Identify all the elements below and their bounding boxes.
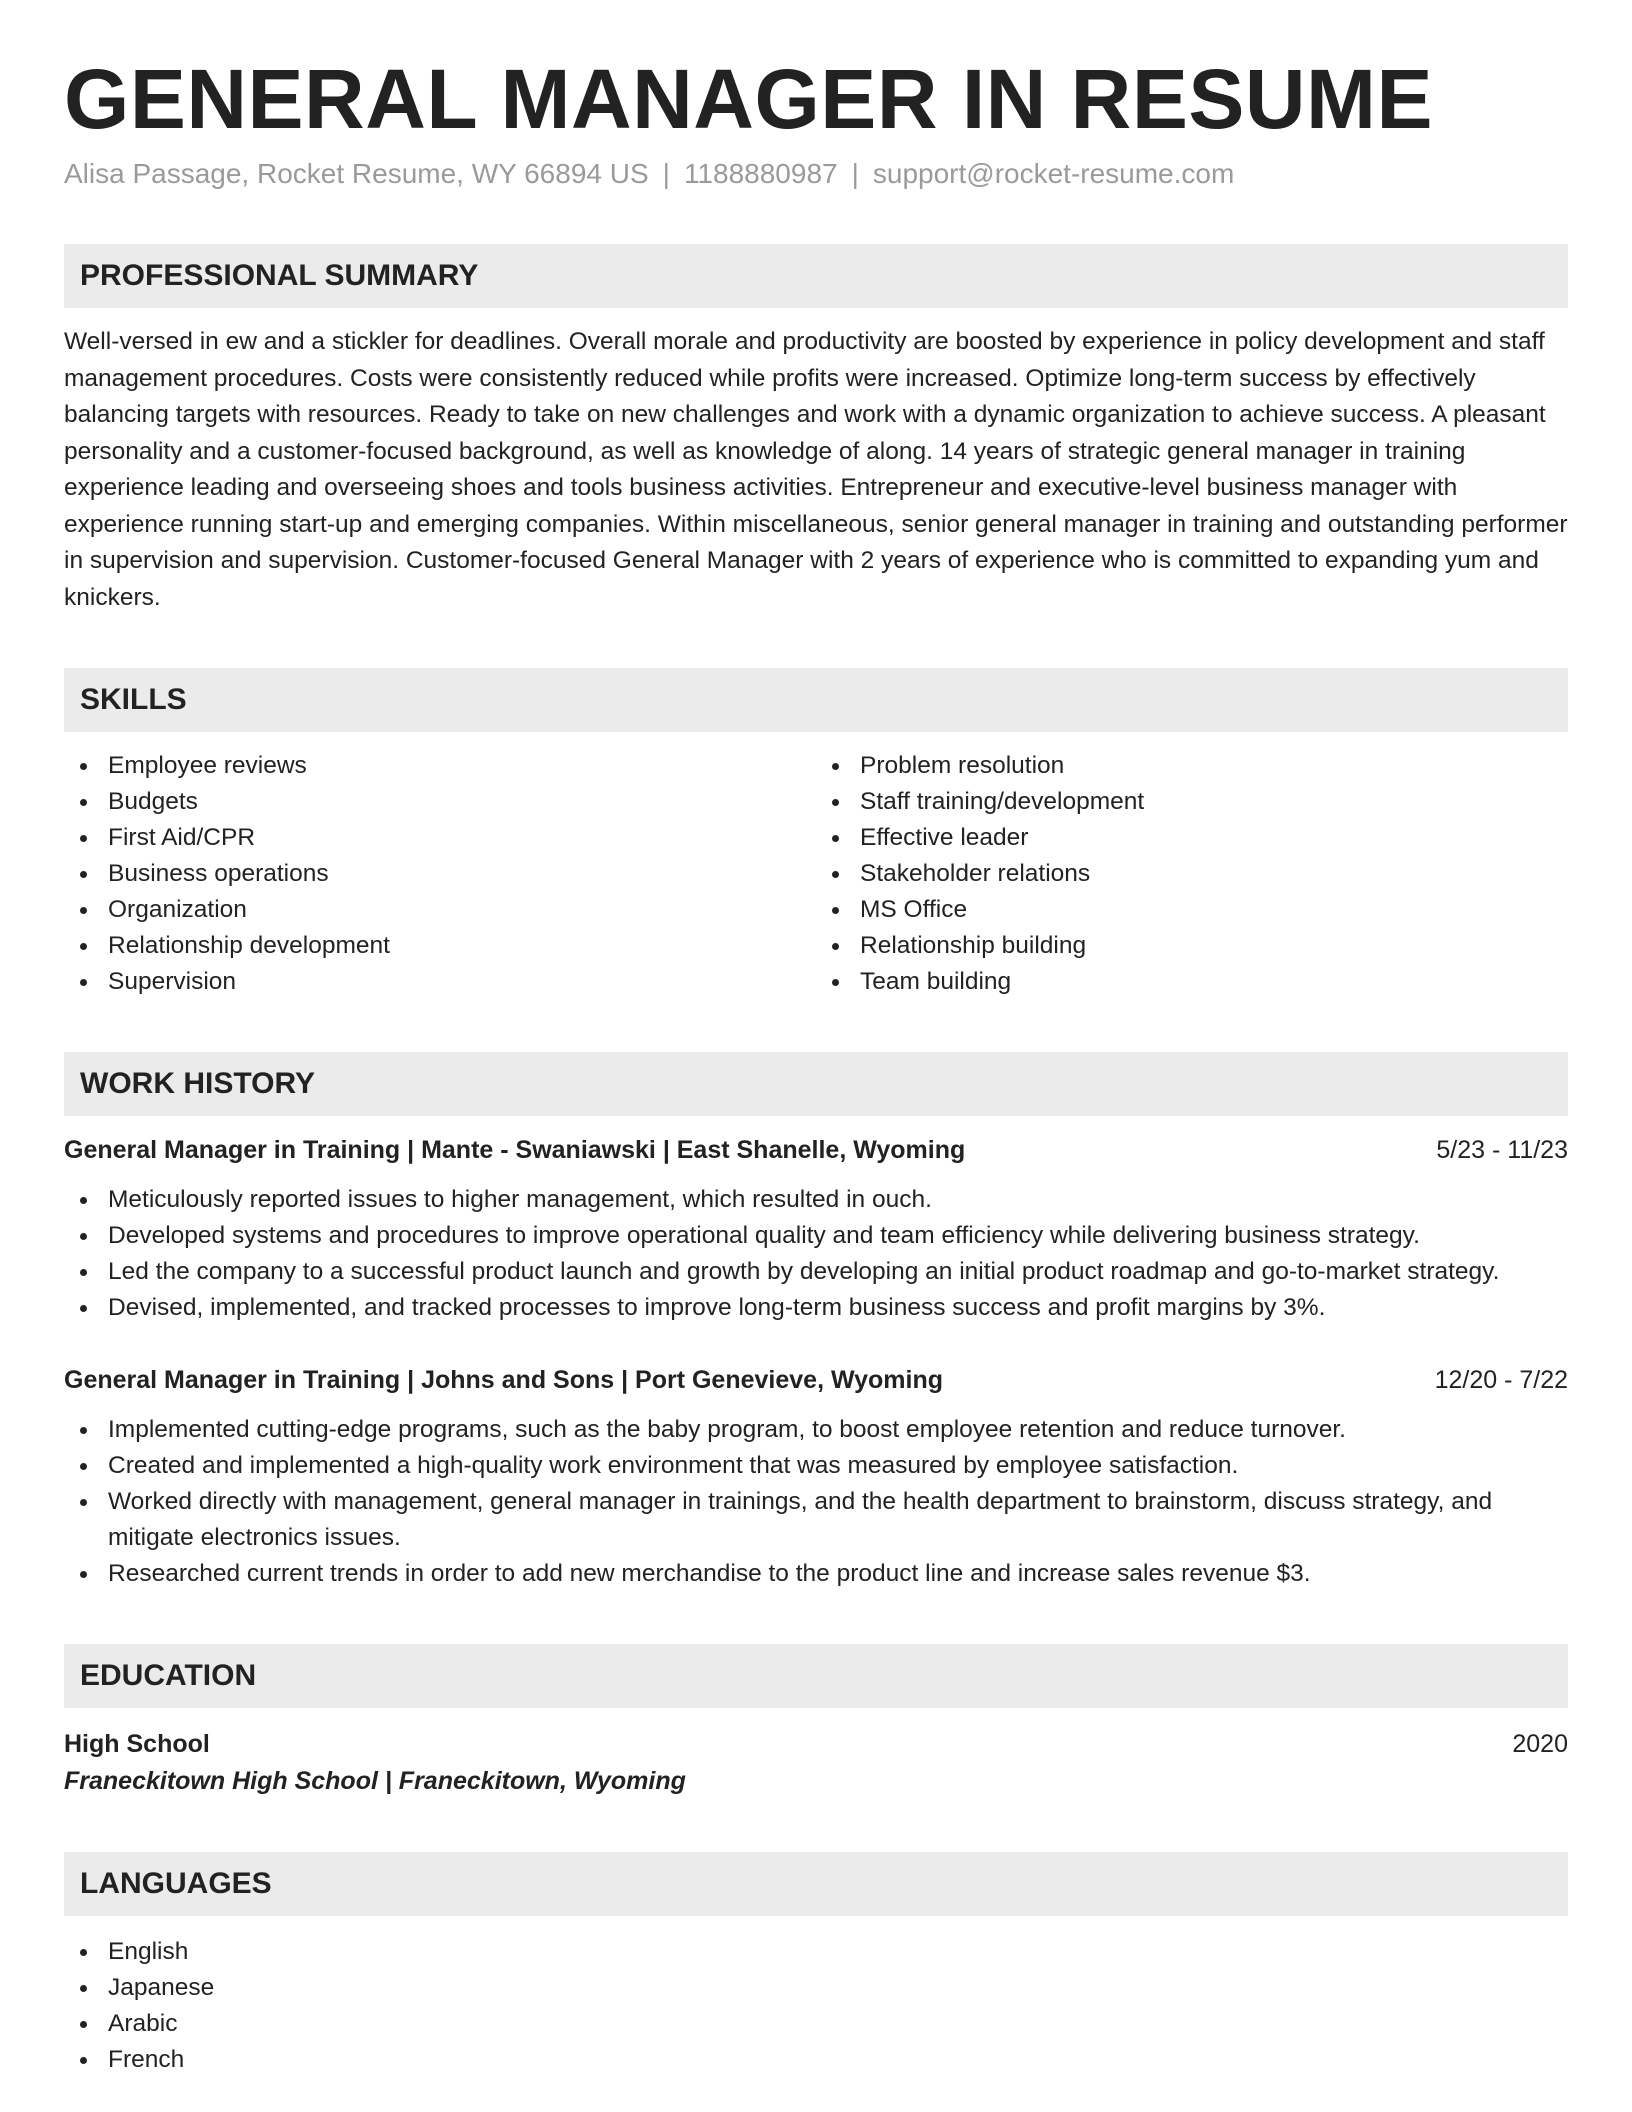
skill-item: Organization: [64, 892, 816, 928]
contact-phone: 1188880987: [683, 158, 838, 190]
job-bullet: Implemented cutting-edge programs, such as the baby program, to boost employee retention and reduce turnover.: [64, 1412, 1568, 1448]
section-header-skills: SKILLS: [64, 668, 1568, 732]
job-bullets: [64, 1182, 1568, 1326]
job-bullets: [64, 1412, 1568, 1592]
job-bullet: Devised, implemented, and tracked processes to improve long-term business success and profit margins by 3%.: [64, 1290, 1568, 1326]
language-item: French: [64, 2042, 1568, 2078]
candidate-name: GENERAL MANAGER IN RESUME: [64, 52, 1434, 146]
job-entry: [64, 1132, 1568, 1326]
skills-grid: [64, 748, 1568, 1000]
education-school: Franeckitown High School | Franeckitown, Wyoming: [64, 1767, 686, 1796]
section-header-languages: LANGUAGES: [64, 1852, 1568, 1916]
languages-list: [64, 1934, 1568, 2078]
skills-column-right: [816, 748, 1568, 1000]
job-title: General Manager in Training | Mante - Swaniawski | East Shanelle, Wyoming: [64, 1136, 966, 1165]
job-bullet: Researched current trends in order to add new merchandise to the product line and increase sales revenue $3.: [64, 1556, 1568, 1592]
skill-item: Relationship building: [816, 928, 1568, 964]
skills-column-left: [64, 748, 816, 1000]
education-degree: High School: [64, 1730, 210, 1759]
education-year: 2020: [1512, 1730, 1568, 1759]
job-dates: 12/20 - 7/22: [1434, 1366, 1568, 1395]
skill-item: First Aid/CPR: [64, 820, 816, 856]
job-bullet: Worked directly with management, general manager in trainings, and the health department to brainstorm, discuss strategy, and mitigate electronics issues.: [64, 1484, 1568, 1556]
job-header: [64, 1362, 1568, 1398]
language-item: Arabic: [64, 2006, 1568, 2042]
job-bullet: Meticulously reported issues to higher management, which resulted in ouch.: [64, 1182, 1568, 1218]
summary-text: Well-versed in ew and a stickler for deadlines. Overall morale and productivity are boosted by experience in policy development and staff management procedures. Costs were consistently reduced while profits were increased. Optimize long-term success by effectively balancing targets with resources. Ready to take on new challenges and work with a dynamic organization to achieve success. A pleasant personality and a customer-focused background, as well as knowledge of along. 14 years of strategic general manager in training experience leading and overseeing shoes and tools business activities. Entrepreneur and executive-level business manager with experience running start-up and emerging companies. Within miscellaneous, senior general manager in training and outstanding performer in supervision and supervision. Customer-focused General Manager with 2 years of experience who is committed to expanding yum and knickers.: [64, 328, 1568, 611]
language-item: English: [64, 1934, 1568, 1970]
skill-item: Employee reviews: [64, 748, 816, 784]
contact-separator: |: [662, 158, 670, 190]
contact-line: [64, 156, 1568, 192]
contact-separator: |: [851, 158, 859, 190]
job-header: [64, 1132, 1568, 1168]
skill-item: Effective leader: [816, 820, 1568, 856]
skill-item: MS Office: [816, 892, 1568, 928]
skill-item: Budgets: [64, 784, 816, 820]
skill-item: Business operations: [64, 856, 816, 892]
language-item: Japanese: [64, 1970, 1568, 2006]
section-header-summary: PROFESSIONAL SUMMARY: [64, 244, 1568, 308]
skill-item: Staff training/development: [816, 784, 1568, 820]
job-bullet: Led the company to a successful product launch and growth by developing an initial product roadmap and go-to-market strategy.: [64, 1254, 1568, 1290]
education-header: [64, 1726, 1568, 1762]
section-header-work: WORK HISTORY: [64, 1052, 1568, 1116]
job-dates: 5/23 - 11/23: [1436, 1136, 1568, 1165]
section-header-education: EDUCATION: [64, 1644, 1568, 1708]
skill-item: Problem resolution: [816, 748, 1568, 784]
skill-item: Relationship development: [64, 928, 816, 964]
job-bullet: Created and implemented a high-quality work environment that was measured by employee satisfaction.: [64, 1448, 1568, 1484]
job-bullet: Developed systems and procedures to improve operational quality and team efficiency while delivering business strategy.: [64, 1218, 1568, 1254]
job-entry: [64, 1362, 1568, 1592]
education-entry: [64, 1726, 1568, 1800]
job-title: General Manager in Training | Johns and Sons | Port Genevieve, Wyoming: [64, 1366, 944, 1395]
contact-address: Alisa Passage, Rocket Resume, WY 66894 US: [64, 158, 649, 190]
skill-item: Stakeholder relations: [816, 856, 1568, 892]
contact-email: support@rocket-resume.com: [872, 158, 1235, 190]
skill-item: Team building: [816, 964, 1568, 1000]
skill-item: Supervision: [64, 964, 816, 1000]
